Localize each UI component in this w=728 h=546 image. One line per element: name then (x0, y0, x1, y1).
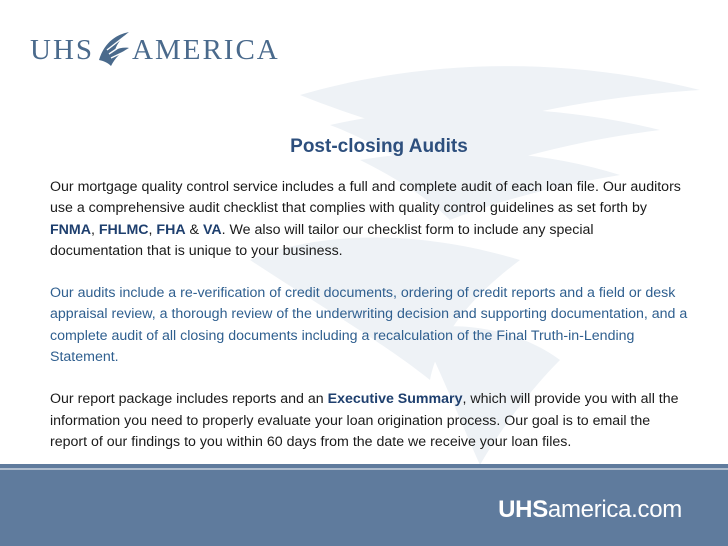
slide-body (50, 177, 690, 453)
logo-text-america: AMERICA (132, 33, 280, 66)
fhlmc-label: FHLMC (98, 221, 149, 238)
paragraph-text: Our report package includes reports and an (50, 391, 328, 408)
company-logo (30, 30, 280, 70)
paragraph-text: , which will provide you with all the information you need to properly evaluate your loan origination process. Our goal is to email the report of our findings to you within 60 days from the date we receive your loan files. (50, 391, 679, 450)
paragraph-report (50, 389, 690, 453)
executive-summary-label: Executive Summary (327, 391, 463, 408)
paragraph-text: Our mortgage quality control service includes a full and complete audit of each loan file. Our auditors use a comprehensive audit checklist that complies with quality control guidelines as set forth by (50, 179, 681, 217)
footer-divider (0, 468, 728, 470)
separator: & (185, 221, 203, 238)
fha-label: FHA (156, 221, 186, 238)
footer-url-domain: america.com (547, 496, 682, 523)
va-label: VA (202, 221, 222, 238)
paragraph-overview (50, 177, 690, 262)
footer-website (498, 496, 682, 524)
paragraph-audit-scope: Our audits include a re-verification of credit documents, ordering of credit reports and a field or desk appraisal review, a thorough review of the underwriting decision and supporting documentation, and a complete audit of all closing documents including a recalculation of the Final Truth-in-Lending Statement. (50, 285, 688, 366)
paragraph-text: . We also will tailor our checklist form to include any special documentation that is unique to your business. (50, 221, 594, 259)
logo-text-uhs: UHS (30, 33, 95, 66)
fnma-label: FNMA (50, 221, 91, 238)
footer-url-brand: UHS (498, 496, 548, 523)
separator: , (90, 221, 99, 238)
eagle-icon (95, 30, 131, 70)
slide-title: Post-closing Audits (290, 136, 468, 157)
separator: , (148, 221, 157, 238)
